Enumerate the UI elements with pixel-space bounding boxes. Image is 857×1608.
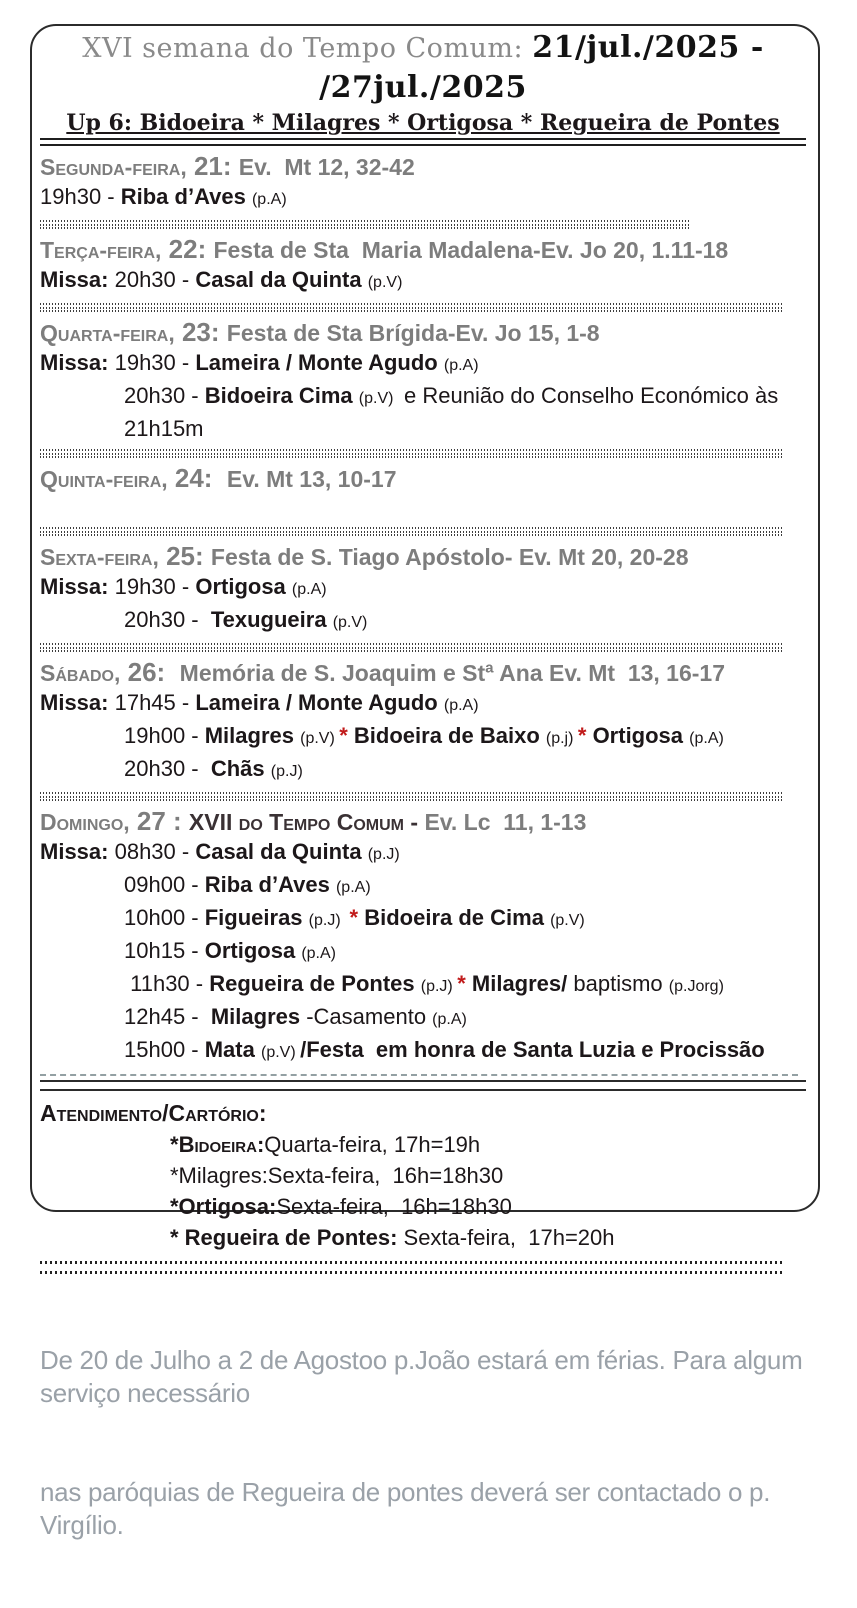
line-segment: 17h45 -	[114, 690, 196, 715]
day-section-terca	[40, 234, 806, 298]
line-segment: Sexta-feira, 17h=20h	[403, 1225, 615, 1250]
day-section-quinta	[40, 463, 806, 522]
section-divider	[40, 1080, 806, 1091]
line-segment: Riba d’Aves	[120, 184, 252, 209]
day-header-sc: Terça-feira,	[40, 237, 162, 263]
day-header	[40, 317, 806, 348]
line-segment: 08h30 -	[114, 839, 196, 864]
line-segment: (p.V)	[367, 274, 403, 291]
line-segment: 20h30 -	[124, 607, 211, 632]
line-segment: Bidoeira de Cima	[364, 905, 551, 930]
mass-line	[124, 936, 806, 969]
line-segment: Lameira / Monte Agudo	[195, 350, 444, 375]
day-header-sc: Segunda-feira,	[40, 154, 187, 180]
day-header	[40, 541, 806, 572]
line-segment: (p.Jorg)	[668, 978, 724, 995]
section-divider	[40, 303, 783, 312]
line-segment: Missa:	[40, 350, 115, 375]
section-divider	[40, 643, 783, 652]
line-segment: (p.J)	[367, 846, 400, 863]
line-segment: *	[170, 1132, 179, 1157]
line-segment: -Casamento	[306, 1004, 433, 1029]
day-header-num: 22:	[161, 234, 214, 264]
line-segment: Milagres/	[471, 971, 574, 996]
line-segment: Sexta-feira, 16h=18h30	[276, 1194, 512, 1219]
line-segment: Milagres	[210, 1004, 307, 1029]
day-header-num: 21:	[186, 151, 239, 181]
day-section-sexta	[40, 541, 806, 638]
line-segment: /	[300, 1037, 307, 1062]
line-segment: Texugueira	[210, 607, 333, 632]
mass-line	[40, 182, 806, 215]
line-segment: Ortigosa	[592, 723, 690, 748]
line-segment: Missa:	[40, 267, 115, 292]
schedule-sheet	[30, 24, 820, 1540]
atendimento-line	[170, 1191, 806, 1222]
day-header-sc: Sábado,	[40, 660, 121, 686]
mass-line	[40, 688, 806, 721]
line-segment: (p.A)	[251, 191, 287, 208]
line-segment: *	[339, 723, 354, 748]
day-header-num: 24:	[167, 463, 227, 493]
line-segment: (p.A)	[291, 581, 327, 598]
line-segment: 10h00 -	[124, 905, 205, 930]
mass-line	[40, 265, 806, 298]
atendimento-heading: Atendimento/Cartório:	[40, 1100, 267, 1126]
line-segment: 12h45 -	[124, 1004, 211, 1029]
line-segment: Riba d’Aves	[204, 872, 336, 897]
day-header-num: 26:	[120, 657, 180, 687]
week-title	[40, 30, 806, 110]
line-segment: Ortigosa	[204, 938, 302, 963]
line-segment: (p.A)	[443, 357, 479, 374]
day-sections	[40, 151, 806, 1091]
line-segment: Bidoeira Cima	[204, 383, 359, 408]
day-header-sc: Domingo,	[40, 809, 130, 835]
line-segment: (p.A)	[301, 945, 336, 962]
line-segment: (p.A)	[335, 879, 371, 896]
line-segment: Casal da Quinta	[195, 839, 368, 864]
mass-line	[40, 837, 806, 870]
line-segment: (p.V)	[260, 1044, 301, 1061]
vacation-note-line2: nas paróquias de Regueira de pontes deverá ser contactado o p. Virgílio.	[40, 1477, 778, 1540]
line-segment: 19h00 -	[124, 723, 205, 748]
mass-line	[124, 721, 806, 754]
line-segment: 10h15 -	[124, 938, 205, 963]
pastoral-unit-subtitle: Up 6: Bidoeira * Milagres * Ortigosa * Regueira de Pontes	[66, 110, 780, 136]
atendimento-lines	[40, 1129, 806, 1253]
line-segment: Missa:	[40, 690, 115, 715]
day-header-feast: Festa de Sta Brígida-Ev. Jo 15, 1-8	[226, 320, 600, 346]
vacation-note	[40, 1278, 810, 1608]
page-header	[40, 30, 806, 137]
footer-divider	[40, 1261, 783, 1274]
day-header	[40, 806, 806, 837]
line-segment: (p.V)	[332, 614, 368, 631]
week-title-text: XVI semana do Tempo Comum:	[82, 33, 533, 64]
line-segment: (p.J)	[420, 978, 458, 995]
mass-line	[124, 1002, 806, 1035]
atendimento-line	[170, 1129, 806, 1160]
line-segment: (p.A)	[432, 1011, 467, 1028]
day-header-sc: Sexta-feira,	[40, 544, 159, 570]
day-header-feast: Memória de S. Joaquim e Stª Ana Ev. Mt 13, 16-17	[179, 660, 726, 686]
line-segment: 20h30 -	[124, 756, 211, 781]
line-segment: (p.J)	[308, 912, 350, 929]
line-segment: 19h30 -	[114, 350, 196, 375]
atendimento-line	[170, 1160, 806, 1191]
mass-line	[40, 572, 806, 605]
day-header-feast: Ev. Lc 11, 1-13	[424, 809, 587, 835]
day-header-feast: Ev. Mt 12, 32-42	[238, 154, 415, 180]
line-segment: (p.A)	[443, 697, 479, 714]
line-segment: Bidoeira:	[178, 1132, 265, 1157]
line-segment: 15h00 -	[124, 1037, 205, 1062]
line-segment: Milagres	[204, 723, 301, 748]
day-header	[40, 657, 806, 688]
mass-line	[124, 605, 806, 638]
day-header	[40, 151, 806, 182]
day-header	[40, 234, 806, 265]
line-segment: Figueiras	[204, 905, 309, 930]
header-rule-bottom	[40, 144, 806, 146]
vacation-note-line1: De 20 de Julho a 2 de Agostoo p.João estará em férias. Para algum serviço necessário	[40, 1345, 810, 1408]
line-segment: (p.j)	[545, 730, 578, 747]
line-segment: (p.J)	[270, 763, 303, 780]
line-segment: *	[577, 723, 593, 748]
line-segment: Missa:	[40, 574, 115, 599]
line-segment: *Milagres:Sexta-feira, 16h=18h30	[170, 1163, 504, 1188]
line-segment: (p.V)	[550, 912, 585, 929]
line-segment: (p.A)	[689, 730, 724, 747]
day-header-num: 23:	[174, 317, 227, 347]
day-header-dark: XVII do Tempo Comum -	[188, 809, 425, 835]
line-segment: *	[457, 971, 472, 996]
section-divider	[40, 527, 783, 536]
day-header-sc: Quinta-feira,	[40, 466, 168, 492]
line-segment: (p.V)	[300, 730, 340, 747]
line-segment: * Regueira de Pontes:	[170, 1225, 404, 1250]
line-segment: Missa:	[40, 839, 115, 864]
line-segment: *	[349, 905, 365, 930]
line-segment: (p.V)	[358, 390, 398, 407]
section-divider	[40, 220, 691, 229]
section-divider	[40, 792, 783, 801]
line-segment: Festa em honra de Santa Luzia e Procissão	[306, 1037, 765, 1062]
line-segment: 19h30 -	[114, 574, 196, 599]
line-segment: Bidoeira de Baixo	[353, 723, 546, 748]
mass-line	[124, 969, 806, 1002]
week-date-range: 21/jul./2025 - /27jul./2025	[319, 30, 764, 105]
line-segment: 11h30 -	[124, 971, 210, 996]
mass-line	[124, 903, 806, 936]
day-header	[40, 463, 806, 494]
line-segment: Casal da Quinta	[195, 267, 368, 292]
mass-line	[124, 870, 806, 903]
day-section-quarta	[40, 317, 806, 444]
line-segment: 20h30 -	[124, 383, 205, 408]
line-segment: Ortigosa	[195, 574, 292, 599]
mass-line	[124, 754, 806, 787]
day-header-feast: Festa de Sta Maria Madalena-Ev. Jo 20, 1.11-18	[213, 237, 729, 263]
day-section-domingo	[40, 806, 806, 1068]
mass-line	[124, 381, 806, 444]
mass-line	[124, 1035, 806, 1068]
line-segment: Chãs	[210, 756, 271, 781]
section-divider	[40, 1074, 798, 1076]
line-segment: baptismo	[573, 971, 669, 996]
line-segment: 19h30 -	[40, 184, 121, 209]
line-segment: *Ortigosa:	[170, 1194, 277, 1219]
atendimento-section	[40, 1097, 806, 1253]
header-rule-top	[40, 138, 806, 140]
day-section-segunda	[40, 151, 806, 215]
day-header-num: 25:	[158, 541, 211, 571]
day-header-sc: Quarta-feira,	[40, 320, 175, 346]
section-divider	[40, 449, 783, 458]
line-segment: Regueira de Pontes	[209, 971, 421, 996]
day-header-feast: Ev. Mt 13, 10-17	[226, 466, 397, 492]
line-segment: Lameira / Monte Agudo	[195, 690, 444, 715]
line-segment: e Reunião do Conselho Económico às 21h15m	[124, 383, 785, 441]
mass-line	[40, 348, 806, 381]
line-segment: 20h30 -	[114, 267, 196, 292]
line-segment: Quarta-feira, 17h=19h	[264, 1132, 481, 1157]
day-header-num: 27 :	[129, 806, 189, 836]
day-section-sabado	[40, 657, 806, 787]
line-segment: Mata	[204, 1037, 261, 1062]
day-header-feast: Festa de S. Tiago Apóstolo- Ev. Mt 20, 20-28	[210, 544, 689, 570]
line-segment: 09h00 -	[124, 872, 205, 897]
atendimento-line	[170, 1222, 806, 1253]
